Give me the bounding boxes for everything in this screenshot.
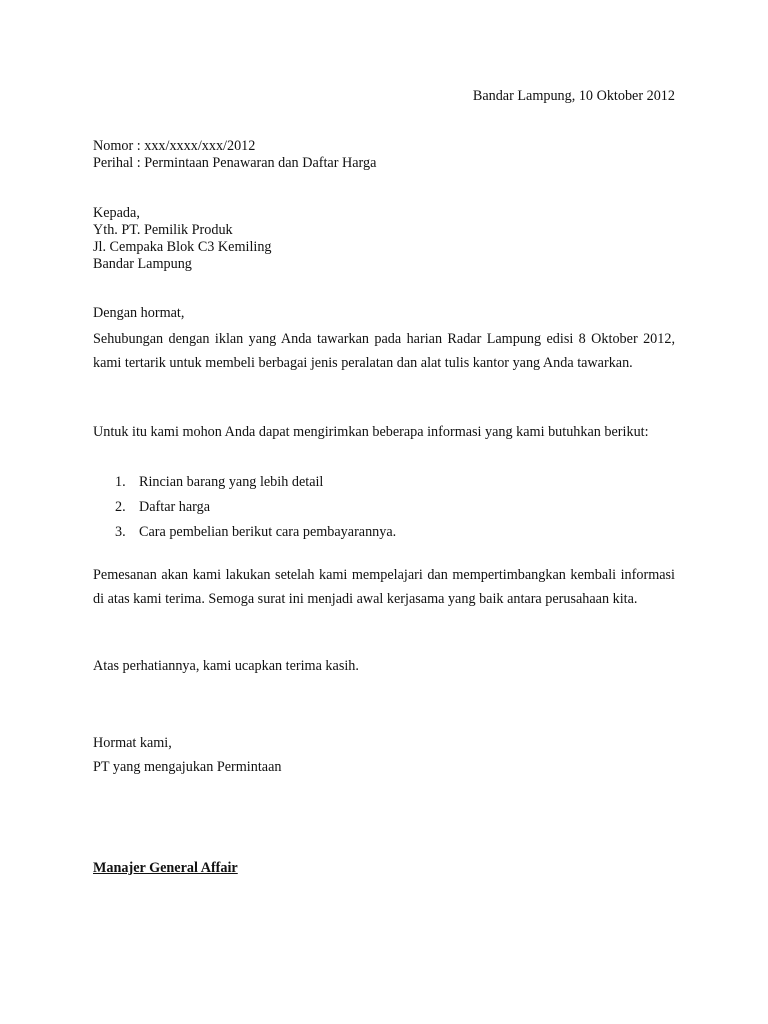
paragraph-3: Pemesanan akan kami lakukan setelah kami mempelajari dan mempertimbangkan kembali informasi di atas kami terima. Semoga surat ini menjadi awal kerjasama yang baik antara perusahaan kita. <box>93 567 675 607</box>
closing-thanks: Atas perhatiannya, kami ucapkan terima kasih. <box>93 658 359 674</box>
place-date: Bandar Lampung, 10 Oktober 2012 <box>472 88 675 104</box>
recipient-street: Jl. Cempaka Blok C3 Kemiling <box>93 239 272 255</box>
letter-number: Nomor : xxx/xxxx/xxx/2012 <box>93 138 256 154</box>
recipient-name: Yth. PT. Pemilik Produk <box>93 222 233 238</box>
closing: Hormat kami, <box>93 735 172 751</box>
request-list <box>93 470 396 545</box>
list-item-number: 2. <box>115 499 126 515</box>
list-item <box>93 495 396 520</box>
letter-subject: Perihal : Permintaan Penawaran dan Daftar Harga <box>93 155 377 171</box>
salutation: Dengan hormat, <box>93 305 185 321</box>
list-item-number: 1. <box>115 474 126 490</box>
paragraph-2: Untuk itu kami mohon Anda dapat mengirimkan beberapa informasi yang kami butuhkan berikut: <box>93 424 649 440</box>
list-item-text: Daftar harga <box>139 499 211 515</box>
paragraph-1: Sehubungan dengan iklan yang Anda tawarkan pada harian Radar Lampung edisi 8 Oktober 2012, kami tertarik untuk membeli berbagai jenis peralatan dan alat tulis kantor yang Anda tawarkan. <box>93 331 675 371</box>
signer-title: Manajer General Affair <box>93 860 238 876</box>
recipient-kepada: Kepada, <box>93 205 140 221</box>
sender: PT yang mengajukan Permintaan <box>93 759 282 775</box>
list-item <box>93 520 396 545</box>
recipient-city: Bandar Lampung <box>93 256 192 272</box>
list-item-text: Rincian barang yang lebih detail <box>139 474 324 490</box>
list-item-text: Cara pembelian berikut cara pembayarannya. <box>139 524 397 540</box>
list-item-number: 3. <box>115 524 126 540</box>
list-item <box>93 470 396 495</box>
